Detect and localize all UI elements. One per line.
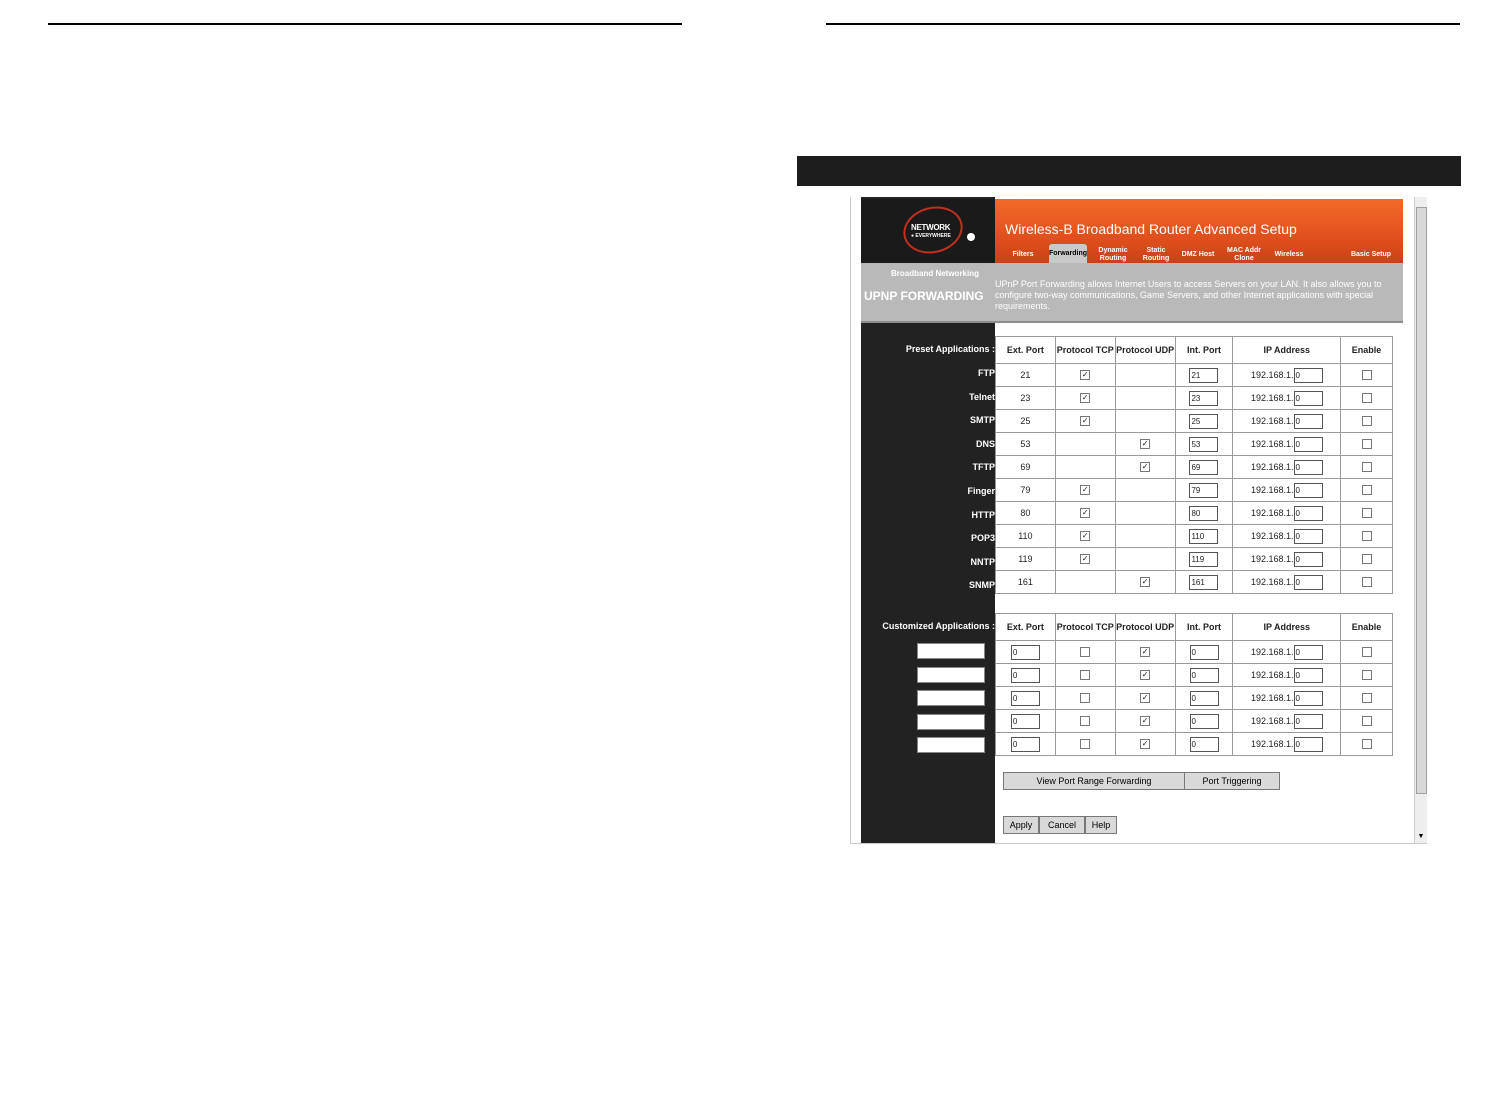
- table-row: [996, 571, 1393, 594]
- tcp-cell: [1055, 641, 1115, 664]
- enable-cell: [1341, 710, 1393, 733]
- ip-prefix: 192.168.1.: [1250, 669, 1294, 680]
- col-enable: Enable: [1341, 614, 1393, 641]
- enable-checkbox[interactable]: [1362, 393, 1372, 403]
- section-description: UPnP Port Forwarding allows Internet Users to access Servers on your LAN. It also allows you to configure two-way communications, Game Servers, and other Internet applications with special requirements.: [995, 279, 1382, 311]
- tcp-cell: [1055, 687, 1115, 710]
- ip-last-octet-input[interactable]: 0: [1294, 437, 1323, 452]
- ip-prefix: 192.168.1.: [1250, 576, 1294, 587]
- udp-checkbox[interactable]: ✓: [1141, 693, 1149, 703]
- tcp-checkbox[interactable]: ✓: [1081, 554, 1089, 564]
- udp-checkbox[interactable]: ✓: [1141, 577, 1149, 587]
- tab-mac-addr-clone[interactable]: MAC Addr Clone: [1227, 247, 1261, 262]
- ip-cell: [1233, 710, 1341, 733]
- tab-dmz-host[interactable]: DMZ Host: [1181, 251, 1215, 258]
- tcp-checkbox[interactable]: [1080, 716, 1090, 726]
- ip-cell: [1233, 525, 1341, 548]
- udp-cell: [1115, 479, 1175, 502]
- logo-subtext: ● EVERYWHERE: [911, 233, 951, 239]
- ext-port-cell: [996, 733, 1056, 756]
- ip-last-octet-input[interactable]: 0: [1294, 552, 1323, 567]
- ip-last-octet-input[interactable]: 0: [1294, 506, 1323, 521]
- tab-basic-setup[interactable]: Basic Setup: [1350, 251, 1392, 258]
- table-row: [996, 364, 1393, 387]
- preset-header-row: [996, 337, 1393, 364]
- udp-cell: [1115, 525, 1175, 548]
- ext-port-cell: [996, 456, 1056, 479]
- preset-label: Preset Applications :: [905, 344, 995, 354]
- ip-cell: [1233, 733, 1341, 756]
- ip-last-octet-input[interactable]: 0: [1294, 391, 1323, 406]
- enable-checkbox[interactable]: [1362, 647, 1372, 657]
- udp-cell: [1115, 502, 1175, 525]
- int-port-input[interactable]: 0: [1190, 668, 1219, 683]
- col-tcp: Protocol TCP: [1055, 614, 1115, 641]
- help-button[interactable]: Help: [1085, 816, 1117, 834]
- tcp-cell: [1055, 525, 1115, 548]
- udp-cell: [1115, 710, 1175, 733]
- tcp-cell: [1055, 733, 1115, 756]
- int-port-cell: [1175, 364, 1233, 387]
- int-port-cell: [1175, 502, 1233, 525]
- enable-cell: [1341, 364, 1393, 387]
- ip-cell: [1233, 548, 1341, 571]
- logo-text: NETWORK: [911, 223, 951, 232]
- cancel-button[interactable]: Cancel: [1039, 816, 1085, 834]
- col-ext-port: Ext. Port: [996, 337, 1056, 364]
- udp-cell: [1115, 364, 1175, 387]
- ext-port-value: 110: [1018, 531, 1033, 541]
- ip-cell: [1233, 456, 1341, 479]
- ip-last-octet-input[interactable]: 0: [1294, 668, 1323, 683]
- tcp-checkbox[interactable]: ✓: [1081, 485, 1089, 495]
- section-title: UPNP FORWARDING: [864, 289, 984, 303]
- tcp-cell: [1055, 502, 1115, 525]
- ext-port-cell: [996, 502, 1056, 525]
- enable-checkbox[interactable]: [1362, 531, 1372, 541]
- ip-prefix: 192.168.1.: [1250, 369, 1294, 380]
- ext-port-cell: [996, 479, 1056, 502]
- tcp-checkbox[interactable]: [1080, 693, 1090, 703]
- scroll-thumb[interactable]: [1416, 207, 1427, 794]
- enable-cell: [1341, 548, 1393, 571]
- preset-app-name: TFTP: [972, 462, 995, 473]
- col-int-port: Int. Port: [1175, 337, 1233, 364]
- ext-port-cell: [996, 710, 1056, 733]
- ext-port-value: 25: [1020, 416, 1031, 426]
- table-row: [996, 641, 1393, 664]
- ip-prefix: 192.168.1.: [1250, 646, 1294, 657]
- table-row: [996, 525, 1393, 548]
- logo-dot-icon: [967, 233, 975, 241]
- table-row: [996, 456, 1393, 479]
- enable-checkbox[interactable]: [1362, 577, 1372, 587]
- tcp-cell: [1055, 571, 1115, 594]
- int-port-input[interactable]: 53: [1189, 437, 1218, 452]
- udp-cell: [1115, 687, 1175, 710]
- int-port-cell: [1175, 479, 1233, 502]
- preset-app-name: SNMP: [968, 580, 995, 591]
- ip-cell: [1233, 364, 1341, 387]
- int-port-input[interactable]: 21: [1189, 368, 1218, 383]
- col-tcp: Protocol TCP: [1055, 337, 1115, 364]
- col-ip-address: IP Address: [1233, 614, 1341, 641]
- ip-last-octet-input[interactable]: 0: [1294, 483, 1323, 498]
- tcp-checkbox[interactable]: ✓: [1081, 393, 1089, 403]
- enable-cell: [1341, 733, 1393, 756]
- ip-last-octet-input[interactable]: 0: [1294, 460, 1323, 475]
- int-port-cell: [1175, 548, 1233, 571]
- ip-prefix: 192.168.1.: [1250, 530, 1294, 541]
- ext-port-input[interactable]: 0: [1011, 714, 1040, 729]
- ip-last-octet-input[interactable]: 0: [1294, 368, 1323, 383]
- table-row: [996, 433, 1393, 456]
- ip-prefix: 192.168.1.: [1250, 507, 1294, 518]
- ext-port-cell: [996, 387, 1056, 410]
- tcp-cell: [1055, 548, 1115, 571]
- tcp-cell: [1055, 387, 1115, 410]
- enable-cell: [1341, 641, 1393, 664]
- custom-app-name-input[interactable]: [917, 690, 985, 706]
- enable-checkbox[interactable]: [1362, 439, 1372, 449]
- top-rule-left: [48, 23, 682, 25]
- custom-app-name-input[interactable]: [917, 737, 985, 753]
- preset-app-name: NNTP: [970, 556, 995, 567]
- ext-port-cell: [996, 525, 1056, 548]
- ext-port-value: 161: [1017, 577, 1033, 587]
- preset-app-name: SMTP: [969, 415, 995, 426]
- tcp-cell: [1055, 479, 1115, 502]
- preset-app-name: Telnet: [969, 391, 995, 402]
- ext-port-value: 21: [1020, 370, 1031, 380]
- enable-cell: [1341, 456, 1393, 479]
- enable-cell: [1341, 687, 1393, 710]
- ip-prefix: 192.168.1.: [1250, 738, 1294, 749]
- int-port-input[interactable]: 79: [1189, 483, 1218, 498]
- table-row: [996, 733, 1393, 756]
- category-label: Broadband Networking: [891, 269, 980, 278]
- int-port-input[interactable]: 0: [1190, 737, 1219, 752]
- int-port-input[interactable]: 80: [1189, 506, 1218, 521]
- table-row: [996, 387, 1393, 410]
- ip-cell: [1233, 387, 1341, 410]
- enable-checkbox[interactable]: [1362, 508, 1372, 518]
- enable-checkbox[interactable]: [1362, 462, 1372, 472]
- ip-last-octet-input[interactable]: 0: [1294, 737, 1323, 752]
- ip-prefix: 192.168.1.: [1250, 484, 1294, 495]
- int-port-cell: [1175, 456, 1233, 479]
- tcp-checkbox[interactable]: [1080, 670, 1090, 680]
- enable-cell: [1341, 571, 1393, 594]
- udp-cell: [1115, 664, 1175, 687]
- enable-checkbox[interactable]: [1362, 554, 1372, 564]
- tab-dynamic-routing[interactable]: Dynamic Routing: [1098, 247, 1128, 262]
- ext-port-input[interactable]: 0: [1011, 645, 1040, 660]
- udp-cell: [1115, 456, 1175, 479]
- ext-port-cell: [996, 664, 1056, 687]
- udp-cell: [1115, 410, 1175, 433]
- udp-cell: [1115, 548, 1175, 571]
- apply-button[interactable]: Apply: [1003, 816, 1039, 834]
- scroll-down-icon[interactable]: ▼: [1417, 833, 1425, 840]
- custom-app-name-input[interactable]: [917, 714, 985, 730]
- preset-app-name: DNS: [975, 438, 995, 449]
- udp-cell: [1115, 641, 1175, 664]
- ip-cell: [1233, 687, 1341, 710]
- tcp-checkbox[interactable]: ✓: [1081, 508, 1089, 518]
- ip-cell: [1233, 641, 1341, 664]
- browser-frame: [850, 197, 1427, 844]
- udp-cell: [1115, 733, 1175, 756]
- int-port-cell: [1175, 687, 1233, 710]
- table-row: [996, 710, 1393, 733]
- ext-port-cell: [996, 571, 1056, 594]
- enable-checkbox[interactable]: [1362, 670, 1372, 680]
- enable-checkbox[interactable]: [1362, 370, 1372, 380]
- tcp-checkbox[interactable]: ✓: [1081, 531, 1089, 541]
- tcp-checkbox[interactable]: [1080, 647, 1090, 657]
- int-port-input[interactable]: 0: [1190, 645, 1219, 660]
- ext-port-input[interactable]: 0: [1011, 691, 1040, 706]
- ip-prefix: 192.168.1.: [1250, 461, 1294, 472]
- nav-tabs: [995, 247, 1403, 263]
- tab-filters[interactable]: Filters: [1012, 251, 1034, 258]
- enable-checkbox[interactable]: [1362, 716, 1372, 726]
- page-title: Wireless-B Broadband Router Advanced Setup: [1005, 221, 1297, 237]
- ip-prefix: 192.168.1.: [1250, 692, 1294, 703]
- tab-static-routing[interactable]: Static Routing: [1142, 247, 1170, 262]
- custom-table: [995, 613, 1393, 756]
- int-port-input[interactable]: 110: [1189, 529, 1218, 544]
- ip-prefix: 192.168.1.: [1250, 415, 1294, 426]
- ip-cell: [1233, 433, 1341, 456]
- udp-checkbox[interactable]: ✓: [1141, 739, 1149, 749]
- tcp-cell: [1055, 364, 1115, 387]
- ip-cell: [1233, 479, 1341, 502]
- enable-cell: [1341, 433, 1393, 456]
- enable-checkbox[interactable]: [1362, 485, 1372, 495]
- ip-cell: [1233, 664, 1341, 687]
- enable-checkbox[interactable]: [1362, 739, 1372, 749]
- ext-port-value: 23: [1020, 393, 1031, 403]
- ext-port-cell: [996, 410, 1056, 433]
- col-int-port: Int. Port: [1175, 614, 1233, 641]
- ip-prefix: 192.168.1.: [1250, 392, 1294, 403]
- int-port-cell: [1175, 571, 1233, 594]
- int-port-cell: [1175, 710, 1233, 733]
- table-row: [996, 664, 1393, 687]
- ext-port-cell: [996, 364, 1056, 387]
- ext-port-cell: [996, 641, 1056, 664]
- int-port-input[interactable]: 161: [1189, 575, 1218, 590]
- ip-cell: [1233, 571, 1341, 594]
- udp-checkbox[interactable]: ✓: [1141, 439, 1149, 449]
- custom-app-name-input[interactable]: [917, 667, 985, 683]
- int-port-input[interactable]: 69: [1189, 460, 1218, 475]
- table-row: [996, 687, 1393, 710]
- custom-header-row: [996, 614, 1393, 641]
- udp-checkbox[interactable]: ✓: [1141, 670, 1149, 680]
- ip-prefix: 192.168.1.: [1250, 715, 1294, 726]
- logo: [861, 199, 995, 263]
- divider: [861, 321, 1403, 323]
- tcp-cell: [1055, 710, 1115, 733]
- udp-checkbox[interactable]: ✓: [1141, 647, 1149, 657]
- col-udp: Protocol UDP: [1115, 614, 1175, 641]
- tab-wireless[interactable]: Wireless: [1274, 251, 1304, 258]
- ip-cell: [1233, 502, 1341, 525]
- int-port-input[interactable]: 119: [1189, 552, 1218, 567]
- ext-port-cell: [996, 548, 1056, 571]
- ext-port-value: 80: [1020, 508, 1031, 518]
- tcp-cell: [1055, 456, 1115, 479]
- tcp-checkbox[interactable]: ✓: [1081, 416, 1089, 426]
- view-port-range-forwarding-button[interactable]: View Port Range Forwarding: [1003, 772, 1185, 790]
- ext-port-input[interactable]: 0: [1011, 668, 1040, 683]
- table-row: [996, 548, 1393, 571]
- ip-last-octet-input[interactable]: 0: [1294, 414, 1323, 429]
- udp-cell: [1115, 571, 1175, 594]
- scrollbar[interactable]: [1414, 197, 1427, 843]
- ip-last-octet-input[interactable]: 0: [1294, 645, 1323, 660]
- tcp-checkbox[interactable]: ✓: [1081, 370, 1089, 380]
- tab-forwarding[interactable]: Forwarding: [1049, 244, 1087, 264]
- tcp-cell: [1055, 664, 1115, 687]
- col-enable: Enable: [1341, 337, 1393, 364]
- ext-port-input[interactable]: 0: [1011, 737, 1040, 752]
- preset-app-name: FTP: [978, 368, 995, 378]
- table-row: [996, 479, 1393, 502]
- enable-cell: [1341, 387, 1393, 410]
- preset-app-name: POP3: [970, 533, 995, 544]
- ext-port-value: 53: [1020, 439, 1031, 449]
- int-port-input[interactable]: 0: [1190, 691, 1219, 706]
- ip-prefix: 192.168.1.: [1250, 438, 1294, 449]
- ext-port-value: 79: [1020, 485, 1031, 495]
- ip-last-octet-input[interactable]: 0: [1294, 691, 1323, 706]
- int-port-input[interactable]: 23: [1189, 391, 1218, 406]
- int-port-input[interactable]: 25: [1189, 414, 1218, 429]
- ext-port-cell: [996, 687, 1056, 710]
- int-port-cell: [1175, 641, 1233, 664]
- tcp-cell: [1055, 433, 1115, 456]
- col-ext-port: Ext. Port: [996, 614, 1056, 641]
- col-udp: Protocol UDP: [1115, 337, 1175, 364]
- enable-checkbox[interactable]: [1362, 693, 1372, 703]
- custom-label: Customized Applications :: [882, 621, 995, 631]
- tcp-checkbox[interactable]: [1080, 739, 1090, 749]
- preset-app-name: Finger: [967, 486, 995, 496]
- int-port-cell: [1175, 525, 1233, 548]
- custom-app-name-input[interactable]: [917, 643, 985, 659]
- int-port-cell: [1175, 387, 1233, 410]
- udp-checkbox[interactable]: ✓: [1141, 716, 1149, 726]
- enable-cell: [1341, 525, 1393, 548]
- udp-cell: [1115, 387, 1175, 410]
- enable-cell: [1341, 502, 1393, 525]
- int-port-cell: [1175, 664, 1233, 687]
- ip-last-octet-input[interactable]: 0: [1294, 575, 1323, 590]
- table-row: [996, 410, 1393, 433]
- udp-cell: [1115, 433, 1175, 456]
- ext-port-value: 69: [1020, 462, 1031, 472]
- table-row: [996, 502, 1393, 525]
- header-band: [797, 156, 1461, 186]
- col-ip-address: IP Address: [1233, 337, 1341, 364]
- preset-table: [995, 336, 1393, 594]
- ext-port-cell: [996, 433, 1056, 456]
- port-triggering-button[interactable]: Port Triggering: [1184, 772, 1280, 790]
- ip-last-octet-input[interactable]: 0: [1294, 714, 1323, 729]
- int-port-cell: [1175, 733, 1233, 756]
- udp-checkbox[interactable]: ✓: [1141, 462, 1149, 472]
- ip-cell: [1233, 410, 1341, 433]
- enable-cell: [1341, 479, 1393, 502]
- int-port-cell: [1175, 433, 1233, 456]
- ext-port-value: 119: [1018, 554, 1033, 564]
- preset-app-name: HTTP: [971, 509, 995, 520]
- ip-last-octet-input[interactable]: 0: [1294, 529, 1323, 544]
- int-port-input[interactable]: 0: [1190, 714, 1219, 729]
- int-port-cell: [1175, 410, 1233, 433]
- ip-prefix: 192.168.1.: [1250, 553, 1294, 564]
- enable-checkbox[interactable]: [1362, 416, 1372, 426]
- enable-cell: [1341, 410, 1393, 433]
- tcp-cell: [1055, 410, 1115, 433]
- enable-cell: [1341, 664, 1393, 687]
- top-rule-right: [826, 23, 1460, 25]
